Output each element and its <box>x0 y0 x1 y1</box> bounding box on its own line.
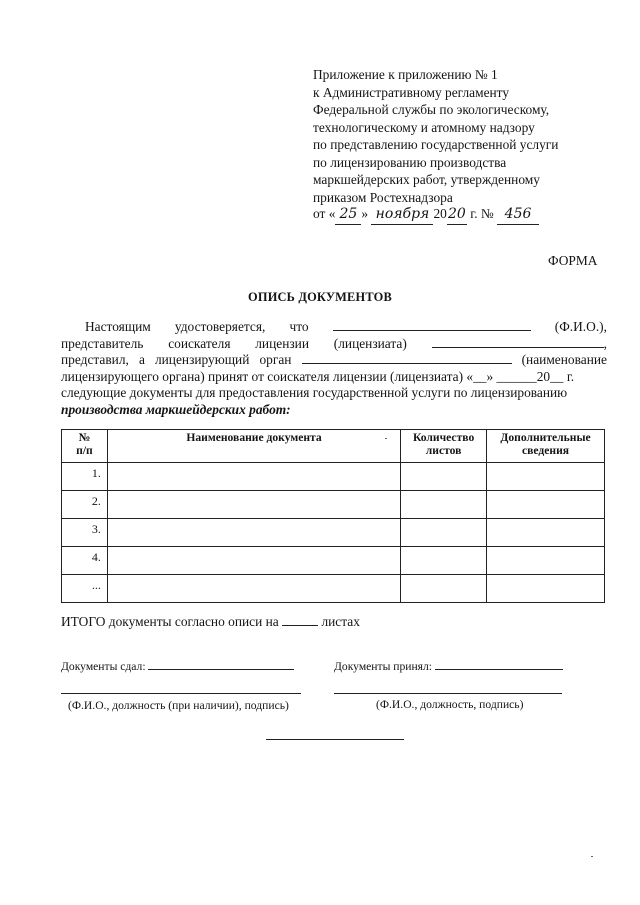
text-fragment: (наименование <box>521 352 607 367</box>
table-row <box>62 491 605 519</box>
text-fragment: представитель <box>61 335 144 351</box>
header-text: п/п <box>76 443 93 457</box>
order-year-prefix: 20 <box>433 206 447 221</box>
header-text: листов <box>425 443 462 457</box>
scan-speck <box>385 438 387 439</box>
licensing-authority-blank[interactable] <box>302 352 512 364</box>
statement-paragraph <box>61 319 607 418</box>
header-text: № <box>78 431 91 444</box>
received-signature-line[interactable] <box>334 693 562 694</box>
additional-info-cell[interactable] <box>487 575 605 603</box>
sheet-count-cell[interactable] <box>401 547 487 575</box>
header-line: Федеральной службы по экологическому, <box>313 102 550 117</box>
order-mid: » <box>361 206 369 221</box>
representative-blank[interactable] <box>432 336 604 348</box>
additional-info-cell[interactable] <box>487 519 605 547</box>
text-fragment: Настоящим <box>85 319 151 334</box>
header-text: Дополнительные <box>500 431 591 444</box>
received-blank[interactable] <box>435 658 563 670</box>
handed-over-caption: (Ф.И.О., должность (при наличии), подпись) <box>68 699 289 712</box>
additional-info-cell[interactable] <box>487 463 605 491</box>
table-row <box>62 547 605 575</box>
header-text: сведения <box>522 443 570 457</box>
table-row <box>62 519 605 547</box>
handed-over-line <box>61 658 294 673</box>
received-caption: (Ф.И.О., должность, подпись) <box>376 698 524 711</box>
column-header-sheet-count <box>401 430 487 463</box>
table-row <box>62 463 605 491</box>
received-line <box>334 658 563 673</box>
handed-over-label: Документы сдал: <box>61 660 146 673</box>
row-number: 3. <box>62 519 108 547</box>
text-fragment: орган <box>259 352 292 367</box>
total-suffix: листах <box>321 614 360 629</box>
row-number: ... <box>62 575 108 603</box>
table-header-row <box>62 430 605 463</box>
sheet-count-cell[interactable] <box>401 463 487 491</box>
order-number: 456 <box>497 206 539 225</box>
document-name-cell[interactable] <box>107 575 400 603</box>
bottom-signature-line[interactable] <box>266 739 404 740</box>
order-year: 20 <box>447 206 467 225</box>
column-header-document-name: Наименование документа <box>107 430 400 463</box>
text-fragment: что <box>289 319 309 334</box>
handed-over-blank[interactable] <box>148 658 294 670</box>
documents-table <box>61 429 605 603</box>
header-line: маркшейдерских работ, утвержденному <box>313 172 540 187</box>
document-name-cell[interactable] <box>107 519 400 547</box>
header-line: по представлению государственной услуги <box>313 137 559 152</box>
header-line: приказом Ростехнадзора <box>313 189 453 205</box>
document-name-cell[interactable] <box>107 463 400 491</box>
text-fragment: (Ф.И.О.), <box>554 319 607 334</box>
text-fragment: (лицензиата) <box>333 335 407 351</box>
text-fragment: лицензии <box>255 335 309 351</box>
sheet-count-cell[interactable] <box>401 491 487 519</box>
document-name-cell[interactable] <box>107 547 400 575</box>
text-fragment: следующие документы для предоставления государственной услуги по лицензированию <box>61 385 568 400</box>
additional-info-cell[interactable] <box>487 547 605 575</box>
header-line: к Административному регламенту <box>313 84 510 100</box>
row-number: 2. <box>62 491 108 519</box>
order-prefix: от « <box>313 206 336 221</box>
text-fragment: а <box>138 352 145 367</box>
total-line <box>61 614 360 630</box>
order-day: 25 <box>335 206 361 225</box>
text-fragment: удостоверяется, <box>174 319 266 334</box>
sheet-count-cell[interactable] <box>401 519 487 547</box>
scan-speck <box>591 856 593 857</box>
service-name: производства маркшейдерских работ: <box>61 401 291 417</box>
order-reference <box>313 205 539 225</box>
total-sheets-blank[interactable] <box>282 614 318 626</box>
column-header-number <box>62 430 108 463</box>
text-fragment: представил, <box>61 352 129 367</box>
fio-blank[interactable] <box>333 319 531 331</box>
sheet-count-cell[interactable] <box>401 575 487 603</box>
received-label: Документы принял: <box>334 660 433 673</box>
table-row <box>62 575 605 603</box>
text-fragment: , <box>603 335 607 351</box>
text-fragment: лицензирующий <box>154 352 250 367</box>
additional-info-cell[interactable] <box>487 491 605 519</box>
total-prefix: ИТОГО документы согласно описи на <box>61 614 279 629</box>
text-fragment: соискателя <box>168 335 231 351</box>
column-header-additional-info <box>487 430 605 463</box>
header-line: по лицензированию производства <box>313 154 507 170</box>
document-title: ОПИСЬ ДОКУМЕНТОВ <box>248 290 392 304</box>
order-month: ноября <box>371 206 433 225</box>
form-label: ФОРМА <box>548 253 598 268</box>
header-line: Приложение к приложению № 1 <box>313 67 498 82</box>
row-number: 4. <box>62 547 108 575</box>
document-name-cell[interactable] <box>107 491 400 519</box>
order-year-suffix: г. № <box>466 206 494 221</box>
header-text: Количество <box>412 431 475 444</box>
header-line: технологическому и атомному надзору <box>313 119 535 135</box>
handed-over-signature-line[interactable] <box>61 693 301 694</box>
text-fragment: лицензирующего органа) принят от соискателя лицензии (лицензиата) «__» ______20__ г. <box>61 368 575 384</box>
row-number: 1. <box>62 463 108 491</box>
